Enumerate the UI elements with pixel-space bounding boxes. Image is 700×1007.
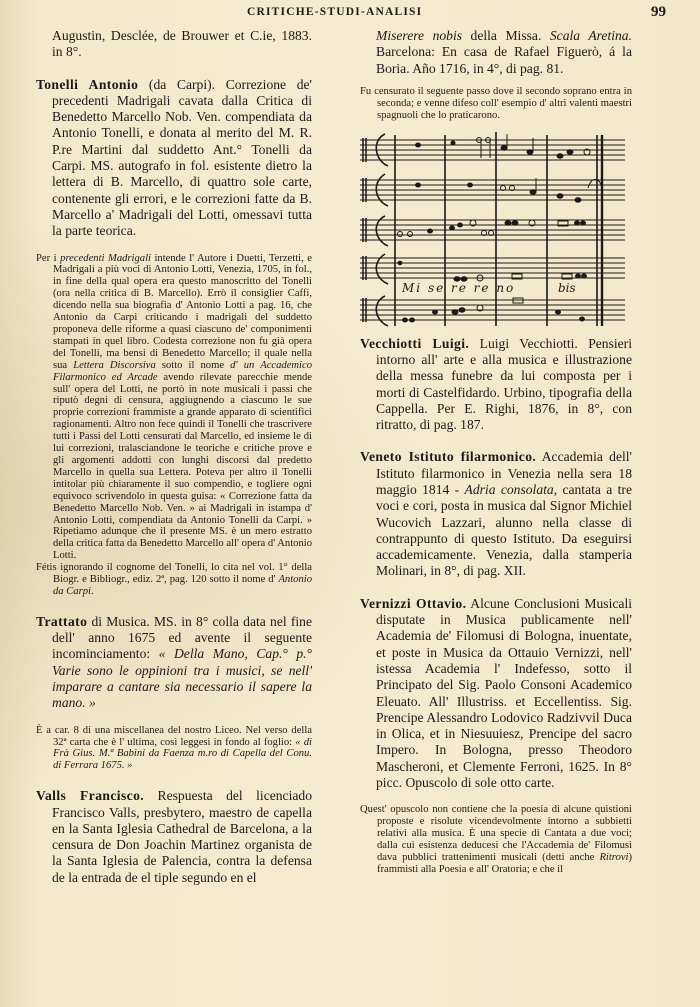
- entry-trattato: [36, 614, 312, 712]
- entry-text: (da Carpi). Correzione de' precedenti Madrigali cavata dalla Critica di Benedetto Marcello Nob. Ven. compendiata da Antonio Tonelli, e donata al merito del M. R. P.re Martini dal suddetto Ant.° Tonelli da Carpi. MS. autografo in fol. esistente dietro la lettera di B. Marcello, di quattro sole carte, contenente gli errori, e le correzioni fatte da B. Marcello a' Madrigali del Lotti, omessavi tutta la parte teorica.: [52, 76, 313, 239]
- entry-continuation-valls: [360, 28, 632, 77]
- entry-italic: Scala Aretina.: [549, 28, 632, 43]
- entry-text: Accademia dell' Istituto filarmonico in Venezia nella sera 18 maggio 1814 -: [376, 449, 632, 497]
- right-column: [360, 28, 632, 876]
- score-lyrics-end: bis: [558, 280, 576, 295]
- note-text: Per i: [36, 252, 61, 264]
- entry-tonelli-antonio: [36, 77, 312, 240]
- note-text: ) frammisti alla Poesia e all' Oratoria; e che il: [377, 851, 632, 875]
- note-italic: d' un Accademico Filarmonico ed Arcade: [53, 359, 313, 383]
- entry-text: Alcune Conclusioni Musicali disputate in Musica publicamente nell' Academia de' Filomusi di Bologna, inuentate, et poste in Musica da Ottauio Vernizzi, nell' istessa Academia l' Indefesso, sotto il Principato del Sig. Paolo Consoni Academico Eleuato. All' Illustriss. et Eccellentiss. Sig. Prencipe Alessandro Lodovico Radzivvil Duca in Olica, et in Niesuuiesz, Prencipe del sacro Impero. In Bologna, presso Theodoro Mascheroni, et Clemente Ferroni, 1625. In 8° picc. Opuscolo di sole otto carte.: [376, 595, 632, 791]
- entry-valls-francisco: [36, 788, 312, 886]
- entry-italic: Miserere nobis: [376, 28, 463, 43]
- entry-text: Luigi Vecchiotti. Pensieri intorno all' arte e alla musica e illustrazione della messa funebre da lui composta per i morti di Castelfidardo. Urbino, tipografia della Cappella. Per E. Righi, 1876, in 8°, con ritratto, di pag. 187.: [376, 335, 632, 433]
- left-column: [36, 28, 312, 886]
- note-italic: Ritrovi: [599, 851, 629, 863]
- note-italic: precedenti Madrigali: [60, 252, 151, 264]
- entry-text: Barcelona: En casa de Rafael Figuerò, á la Boria. Año 1716, in 4°, di pag. 81.: [376, 44, 632, 76]
- running-title: CRITICHE-STUDI-ANALISI: [247, 6, 423, 18]
- entry-heading: Valls Francisco.: [36, 788, 145, 804]
- page-header: [0, 3, 700, 23]
- entry-text: Respuesta del licenciado Francisco Valls, presbytero, maestro de capella en la Santa Iglesia Cathedral de Barcelona, a la censura de Don Joachin Martinez organista de la Santa Iglesia de Palencia, contra la defensa de la entrada de el tiple segundo en el: [52, 788, 312, 885]
- entry-heading: Trattato: [36, 613, 88, 629]
- footnote-vernizzi: [360, 804, 632, 875]
- note-text: avendo rilevate parecchie mende sull' opera del Lotti, ne portò in note musicali i passi che riputò degni di censura, aggiugnendo a ciascuno le sue proprie correzioni frammiste a grande apparato di scientifici ragionamenti. Altro non fece quindi il Tonelli che trascrivere tutti i Passi del Lotti censurati dal Marcello, ed insieme le di lui correzioni, tralasciandone le teoriche e critiche prove e gli argomenti addotti con lunghi discorsi dal predetto Marcello in quella sua Lettera. Poteva per altro il Tonelli intitolar più chiaramente il suo compendio, e togliere ogni equivoco scrivendolo in questa guisa: « Correzione fatta da Benedetto Marcello Nob. Ven. » ai Madrigali in istampa d' Antonio Lotti, compendiata da Antonio Tonelli da Carpi. » Ripetiamo adunque che il presente MS. è un mero estratto della critica fatta da Benedetto Marcello all' opera d' Antonio Lotti.: [53, 371, 312, 562]
- entry-heading: Vecchiotti Luigi.: [360, 335, 470, 351]
- entry-italic: « Della Mano, Cap.° p.° Varie sono le oppinioni tra i musici, se nell' imparare a cantare sia necessario il sapere la mano. »: [52, 646, 312, 711]
- entry-text: di Musica. MS. in 8° colla data nel fine dell' anno 1675 ed avente il seguente incominciamento:: [52, 613, 312, 662]
- note-text: Fétis ignorando il cognome del Tonelli, lo cita nel vol. 1° della Biogr. e Bibliogr., ediz. 2ª, pag. 120 sotto il nome d': [36, 562, 312, 586]
- note-italic: Lettera Discorsiva: [73, 359, 156, 371]
- note-italic: Antonio da Carpi: [53, 574, 312, 597]
- entry-vernizzi-ottavio: [360, 596, 632, 792]
- footnote-tonelli-2: [36, 562, 312, 598]
- entry-vecchiotti-luigi: [360, 336, 632, 434]
- note-text: intende l' Autore i Duetti, Terzetti, e Madrigali a più voci di Antonio Lotti, Venezia, 1705, in fol., in fine della qual opera era questo manoscritto del Tonelli (ora nella critica di B. Marcello). Errò il consiglier Caffi, dicendo nella sua biografia d' Antonio Lotti a pag. 16, che Antonio da Carpi criticando i madrigali del suddetto proponeva delle riforme a quasi ciascuno de' componimenti stampati in quel libro. Codesta correzione non fu già opera del Tonelli, ma bensi di Benedetto Marcello; il quale nella sua: [53, 252, 312, 371]
- entry-heading: Vernizzi Ottavio.: [360, 595, 467, 611]
- music-notation-graphic: [360, 130, 628, 330]
- score-lyrics: Mi se re re no: [402, 280, 516, 295]
- entry-italic: Adria consolata: [464, 481, 554, 497]
- entry-heading: Veneto Istituto filarmonico.: [360, 449, 537, 465]
- entry-text: della Missa.: [462, 28, 550, 43]
- entry-heading: Tonelli Antonio: [36, 76, 139, 92]
- note-text: È a car. 8 di una miscellanea del nostro Liceo. Nel verso della 32ª carta che è l' ultima, così leggesi in fondo al foglio:: [36, 724, 312, 748]
- note-text: sotto il nome: [155, 359, 231, 371]
- page-number: 99: [651, 4, 666, 20]
- note-italic: « di Frà Gius. M.ª Babini da Faenza m.ro di Capella del Conu. di Ferrara 1675. »: [53, 736, 312, 772]
- note-text: .: [90, 585, 94, 597]
- footnote-trattato: [36, 725, 312, 773]
- footnote-tonelli-1: [36, 253, 312, 563]
- entry-continuation-augustin: Augustin, Desclée, de Brouwer et C.ie, 1883. in 8°.: [52, 28, 312, 60]
- note-text: Quest' opuscolo non contiene che la poesia di alcune quistioni proposte e risolute vicendevolmente intorno a subbietti relativi alla musica. È una specie di Cantata a due voci; dalla cui esistenza deducesi che l'Accademia de' Filomusi dava pubblici trattenimenti musicali (detti anche: [360, 804, 632, 863]
- music-score-excerpt: [360, 130, 628, 330]
- entry-veneto-istituto-filarmonico: [360, 449, 632, 579]
- entry-text: , cantata a tre voci e cori, posta in musica dal Signor Michiel Wucovich Lazzari, alunno nella classe di contrappunto di questo Istituto. Da eseguirsi accademicamente. Venezia, dalla stamperia Molinari, in 8°, di pag. XII.: [376, 481, 632, 579]
- footnote-valls: Fu censurato il seguente passo dove il secondo soprano entra in seconda; e venne difeso coll' esempio d' altri valenti maestri spagnuoli che lo praticarono.: [360, 85, 632, 121]
